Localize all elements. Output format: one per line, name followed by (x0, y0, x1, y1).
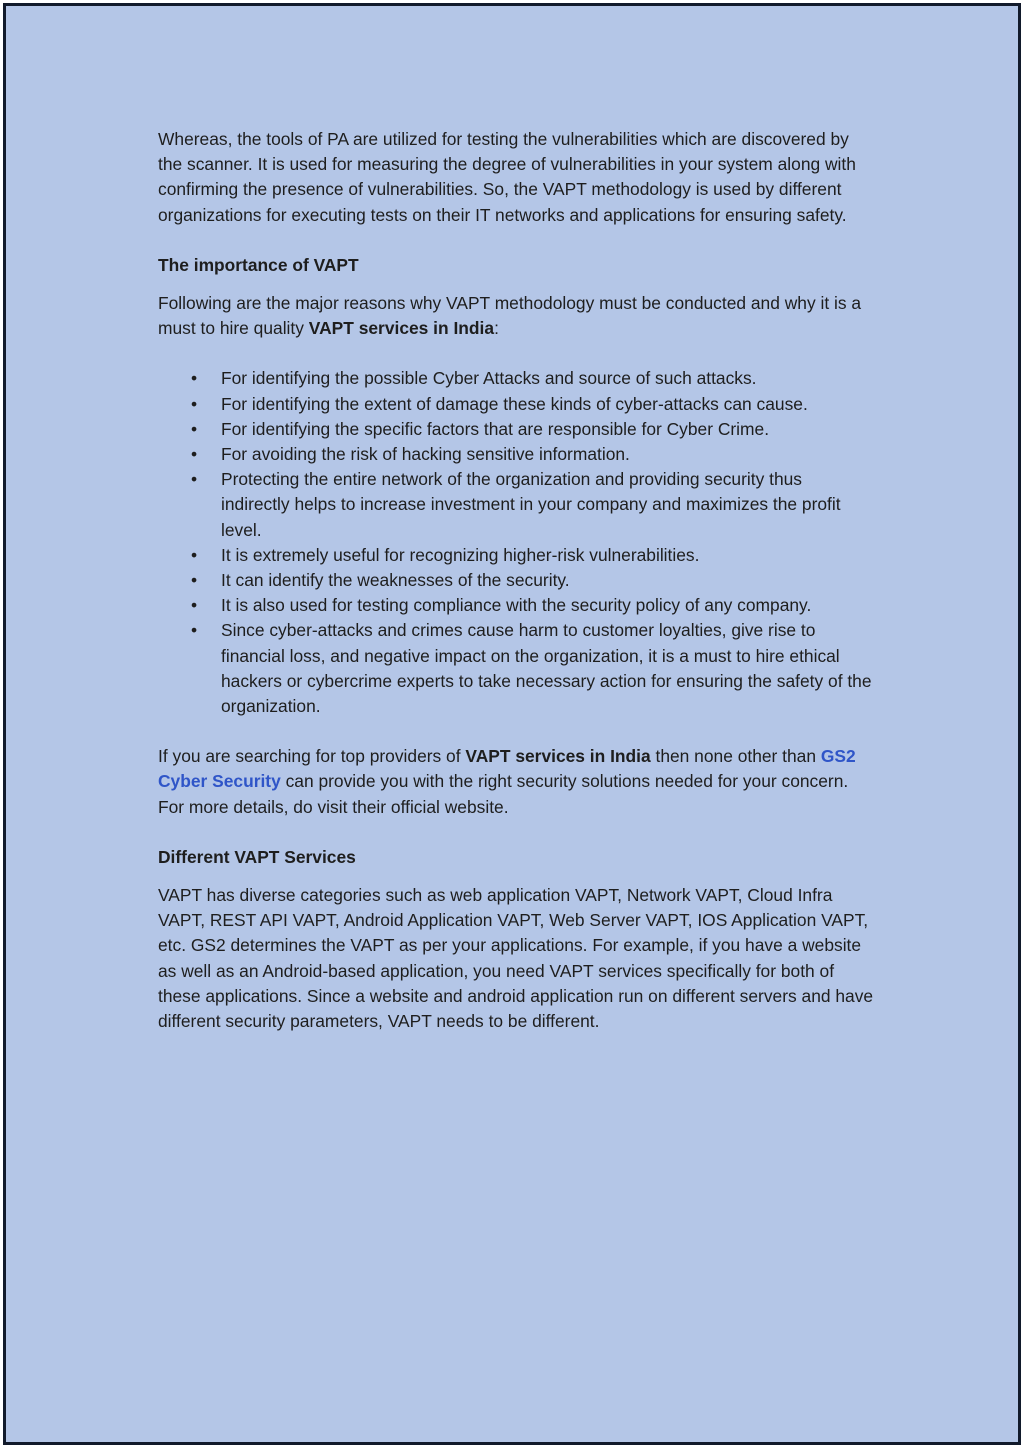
list-item-text: It can identify the weaknesses of the security. (221, 570, 570, 591)
document-page (3, 3, 1021, 1445)
list-item-text: It is extremely useful for recognizing higher-risk vulnerabilities. (221, 544, 700, 565)
bullet-icon: • (191, 393, 198, 414)
list-item-text: For identifying the specific factors that are responsible for Cyber Crime. (221, 418, 770, 439)
list-item (191, 543, 874, 568)
providers-text-middle: then none other than (650, 746, 821, 767)
list-item (191, 467, 874, 543)
providers-paragraph (158, 744, 874, 820)
bullet-icon: • (191, 544, 198, 565)
list-item (191, 417, 874, 442)
intro-paragraph: Whereas, the tools of PA are utilized for testing the vulnerabilities which are discovered by the scanner. It is used for measuring the degree of vulnerabilities in your system along with confirming the presence of vulnerabilities. So, the VAPT methodology is used by different organizations for executing tests on their IT networks and applications for ensuring safety. (158, 129, 856, 225)
bullet-icon: • (191, 368, 198, 389)
list-item (191, 593, 874, 618)
list-item (191, 618, 874, 719)
reasons-text-before: Following are the major reasons why VAPT methodology must be conducted and why it is a must to hire quality (158, 293, 862, 339)
gs2-cyber-security-link[interactable]: GS2 Cyber Security (158, 746, 856, 792)
list-item-text: Protecting the entire network of the organization and providing security thus indirectly helps to increase investment in your company and maximizes the profit level. (221, 469, 841, 540)
list-item (191, 392, 874, 417)
reasons-text-after: : (494, 318, 499, 339)
list-item-text: It is also used for testing compliance with the security policy of any company. (221, 595, 812, 616)
bullet-icon: • (191, 444, 198, 465)
list-item-text: For avoiding the risk of hacking sensitive information. (221, 444, 630, 465)
bullet-icon: • (191, 570, 198, 591)
heading-services: Different VAPT Services (158, 846, 356, 867)
heading-importance: The importance of VAPT (158, 254, 359, 275)
providers-text-after: can provide you with the right security solutions needed for your concern. For more details, do visit their official website. (158, 771, 849, 817)
bullet-icon: • (191, 418, 198, 439)
list-item-text: For identifying the extent of damage these kinds of cyber-attacks can cause. (221, 393, 808, 414)
list-item (191, 568, 874, 593)
list-item (191, 366, 874, 391)
bullet-icon: • (191, 620, 198, 641)
providers-text-before: If you are searching for top providers of (158, 746, 466, 767)
document-body (158, 127, 874, 1034)
list-item (191, 442, 874, 467)
bullet-icon: • (191, 469, 198, 490)
services-paragraph: VAPT has diverse categories such as web application VAPT, Network VAPT, Cloud Infra VAPT, REST API VAPT, Android Application VAPT, Web Server VAPT, IOS Application VAPT, etc. GS2 determines the VAPT as per your applications. For example, if you have a website as well as an Android-based application, you need VAPT services specifically for both of these applications. Since a website and android application run on different servers and have different security parameters, VAPT needs to be different. (158, 885, 874, 1032)
reasons-paragraph (158, 291, 874, 341)
list-item-text: Since cyber-attacks and crimes cause harm to customer loyalties, give rise to financial loss, and negative impact on the organization, it is a must to hire ethical hackers or cybercrime experts to take necessary action for ensuring the safety of the organization. (221, 620, 872, 717)
providers-bold-vapt-services: VAPT services in India (465, 746, 651, 767)
bullet-icon: • (191, 595, 198, 616)
reasons-list (158, 366, 874, 719)
reasons-bold-vapt-services: VAPT services in India (308, 318, 495, 339)
list-item-text: For identifying the possible Cyber Attacks and source of such attacks. (221, 368, 757, 389)
